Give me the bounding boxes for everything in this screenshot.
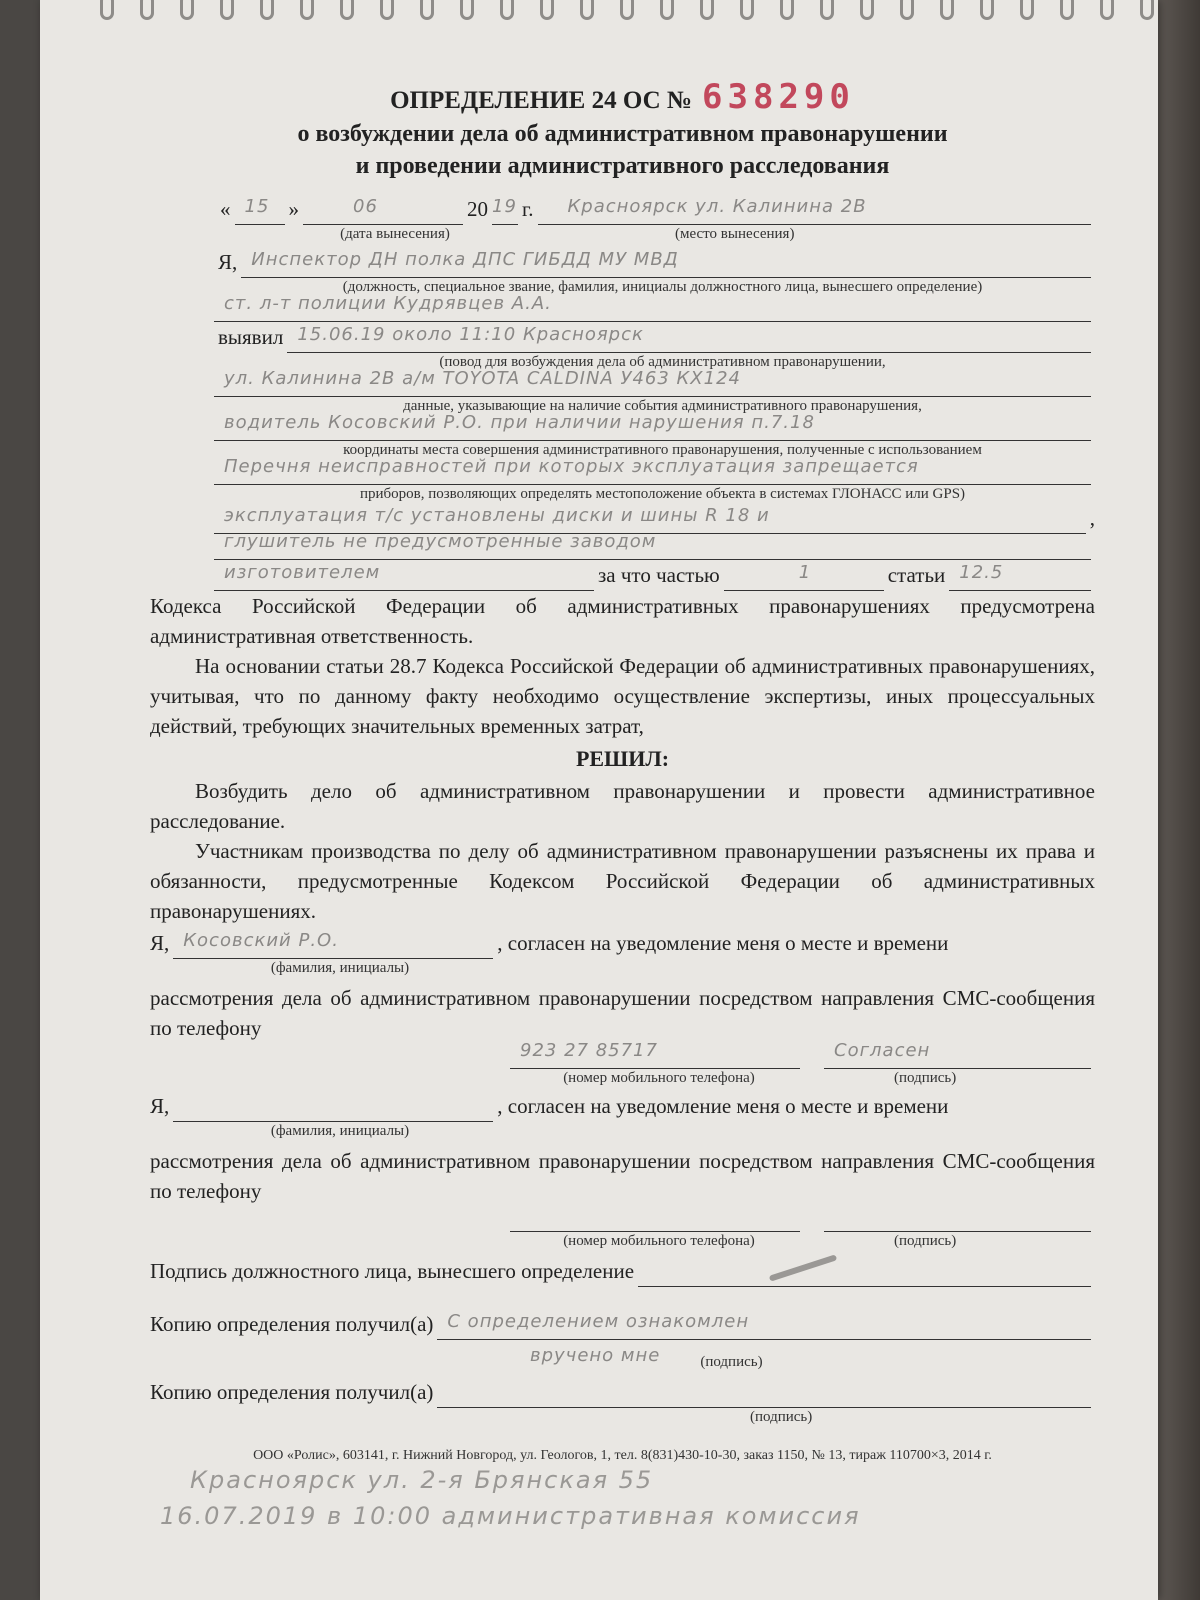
copy-row-2 xyxy=(150,1377,1095,1408)
decision-1: Возбудить дело об административном правонарушении и провести административное расследование. xyxy=(150,779,1095,833)
revealed-value-3: водитель Косовский Р.О. при наличии нарушения п.7.18 xyxy=(224,412,815,433)
signature-caption-2: (подпись) xyxy=(894,1233,957,1249)
part-label: за что частью xyxy=(598,563,720,587)
revealed-field-4[interactable] xyxy=(214,456,1091,485)
consent-name-field-2[interactable] xyxy=(173,1096,493,1122)
article-field[interactable] xyxy=(949,562,1091,591)
place-value: Красноярск ул. Калинина 2В xyxy=(567,196,867,217)
revealed-value-2: ул. Калинина 2В а/м TOYOTA CALDINA У463 КХ124 xyxy=(224,368,741,389)
decision-2: Участникам производства по делу об административном правонарушении разъяснены их права и обязанности, предусмотренные Кодексом Российской Федерации об административных правонарушениях. xyxy=(150,839,1095,923)
revealed-label: выявил xyxy=(218,325,284,349)
comma: , xyxy=(1089,506,1095,530)
coords-caption: координаты места совершения административного правонарушения, полученные с использованием xyxy=(343,442,982,458)
year-suffix: г. xyxy=(522,197,534,221)
part-field[interactable] xyxy=(724,562,884,591)
phone-field-1[interactable] xyxy=(510,1040,800,1069)
bottom-note-1: Красноярск ул. 2-я Брянская 55 xyxy=(190,1466,654,1494)
phone-field-2[interactable] xyxy=(510,1206,800,1232)
month-value: 06 xyxy=(353,196,378,217)
revealed-value-4: Перечня неисправностей при которых эксплуатация запрещается xyxy=(224,456,919,477)
devices-caption: приборов, позволяющих определять местоположение объекта в системах ГЛОНАСС или GPS) xyxy=(359,486,966,502)
article-label: статьи xyxy=(887,563,946,587)
part-article-row xyxy=(150,560,1095,591)
part-value: 1 xyxy=(798,562,812,583)
date-caption: (дата вынесения) xyxy=(340,226,450,242)
form-number: 638290 xyxy=(702,77,855,117)
form-subtitle-2: и проведении административного расследования xyxy=(355,153,890,179)
revealed-row xyxy=(150,322,1095,353)
year-prefix: 20 xyxy=(467,197,488,221)
basis-text: На основании статьи 28.7 Кодекса Российской Федерации об административных правонарушениях, учитывая, что по данному факту необходимо осуществление экспертизы, иных процессуальных действий, требующих значительных временных затрат, xyxy=(150,654,1095,738)
spiral-binding xyxy=(100,0,1180,24)
copy-value-1: С определением ознакомлен xyxy=(447,1311,750,1332)
signature-value-1: Согласен xyxy=(834,1040,931,1061)
form-title xyxy=(150,77,1095,118)
revealed-value-5: эксплуатация т/с установлены диски и шины R 18 и xyxy=(224,505,770,526)
revealed-field-2[interactable] xyxy=(214,368,1091,397)
copy-signature-caption-1: (подпись) xyxy=(700,1354,763,1370)
document-sheet xyxy=(40,0,1158,1600)
phone-row-2 xyxy=(150,1206,1095,1232)
revealed-value-6: глушитель не предусмотренные заводом xyxy=(224,531,657,552)
consent-ya-1: Я, xyxy=(150,931,170,955)
consent-row-1 xyxy=(150,928,1095,959)
official-value-1: Инспектор ДН полка ДПС ГИБДД МУ МВД xyxy=(251,249,679,270)
signature-field-2[interactable] xyxy=(824,1206,1091,1232)
day-field[interactable] xyxy=(235,196,285,225)
form-title-text: ОПРЕДЕЛЕНИЕ 24 ОС № xyxy=(390,87,693,114)
consent-text-2b: рассмотрения дела об административном правонарушении посредством направления СМС-сообщения по телефону xyxy=(150,1149,1095,1203)
copy-received-label-2: Копию определения получил(а) xyxy=(150,1380,434,1404)
quote-open: « xyxy=(220,197,231,221)
copy-caption-row-2 xyxy=(150,1408,1095,1426)
bottom-handwriting xyxy=(160,1462,1120,1534)
consent-name-value-1: Косовский Р.О. xyxy=(183,930,339,951)
date-place-captions xyxy=(150,225,1095,243)
printer-info: ООО «Ролис», 603141, г. Нижний Новгород, ул. Геологов, 1, тел. 8(831)430-10-30, заказ 1150, № 13, тираж 110700×3, 2014 г. xyxy=(253,1448,992,1463)
consent-row-2 xyxy=(150,1091,1095,1122)
consent-text-2: , согласен на уведомление меня о месте и времени xyxy=(497,1094,949,1118)
phone-captions-2 xyxy=(150,1232,1095,1250)
copy-row-1 xyxy=(150,1309,1095,1340)
place-caption: (место вынесения) xyxy=(675,226,795,242)
event-caption: данные, указывающие на наличие события административного правонарушения, xyxy=(403,398,922,414)
revealed-field-7[interactable] xyxy=(214,562,594,591)
form-subtitle-1: о возбуждении дела об административном правонарушении xyxy=(297,121,948,147)
phone-value-1: 923 27 85717 xyxy=(520,1040,658,1061)
day-value: 15 xyxy=(244,196,270,217)
copy-received-label-1: Копию определения получил(а) xyxy=(150,1312,434,1336)
year-field[interactable] xyxy=(492,196,518,225)
year-value: 19 xyxy=(492,196,517,217)
official-signature-row xyxy=(150,1256,1095,1287)
copy-field-1[interactable] xyxy=(437,1311,1091,1340)
phone-caption-2: (номер мобильного телефона) xyxy=(563,1233,755,1249)
revealed-field-3[interactable] xyxy=(214,412,1091,441)
official-signature-field[interactable] xyxy=(638,1261,1091,1287)
phone-captions-1 xyxy=(150,1069,1095,1087)
quote-close: » xyxy=(288,197,299,221)
ya-label: Я, xyxy=(218,250,238,274)
phone-caption-1: (номер мобильного телефона) xyxy=(563,1070,755,1086)
revealed-row-2 xyxy=(150,368,1095,397)
article-value: 12.5 xyxy=(959,562,1004,583)
copy-caption-row-1 xyxy=(150,1340,1095,1371)
place-field[interactable] xyxy=(538,196,1092,225)
official-row xyxy=(150,247,1095,278)
code-text: Кодекса Российской Федерации об административных правонарушениях предусмотрена административная ответственность. xyxy=(150,594,1095,648)
date-place-row xyxy=(150,194,1095,225)
official-value-2: ст. л-т полиции Кудрявцев А.А. xyxy=(224,293,552,314)
official-field[interactable] xyxy=(241,249,1091,278)
name-caption-1: (фамилия, инициалы) xyxy=(270,960,410,976)
decided-heading: РЕШИЛ: xyxy=(575,746,670,771)
reason-caption: (повод для возбуждения дела об административном правонарушении, xyxy=(439,354,886,370)
revealed-value-1: 15.06.19 около 11:10 Красноярск xyxy=(297,324,644,345)
revealed-row-3 xyxy=(150,412,1095,441)
consent-text-2a: рассмотрения дела об административном правонарушении посредством направления СМС-сообщения по телефону xyxy=(150,986,1095,1040)
signature-mark xyxy=(769,1254,837,1281)
revealed-field[interactable] xyxy=(287,324,1091,353)
official-caption: (должность, специальное звание, фамилия, инициалы должностного лица, вынесшего определение) xyxy=(342,279,983,295)
consent-text-1: , согласен на уведомление меня о месте и времени xyxy=(497,931,949,955)
copy-field-2[interactable] xyxy=(437,1382,1091,1408)
name-caption-2: (фамилия, инициалы) xyxy=(270,1123,410,1139)
revealed-row-4 xyxy=(150,456,1095,485)
form-content xyxy=(150,77,1095,1471)
signature-caption-1: (подпись) xyxy=(894,1070,957,1086)
phone-row-1 xyxy=(150,1040,1095,1069)
consent-name-field-1[interactable] xyxy=(173,930,493,959)
bottom-note-2: 16.07.2019 в 10:00 административная комиссия xyxy=(160,1502,861,1530)
revealed-value-7: изготовителем xyxy=(224,562,381,583)
signature-field-1[interactable] xyxy=(824,1040,1091,1069)
copy-value-1b: вручено мне xyxy=(530,1345,661,1366)
official-signature-label: Подпись должностного лица, вынесшего определение xyxy=(150,1259,635,1283)
consent-ya-2: Я, xyxy=(150,1094,170,1118)
copy-signature-caption-2: (подпись) xyxy=(750,1409,813,1425)
month-field[interactable] xyxy=(303,196,463,225)
